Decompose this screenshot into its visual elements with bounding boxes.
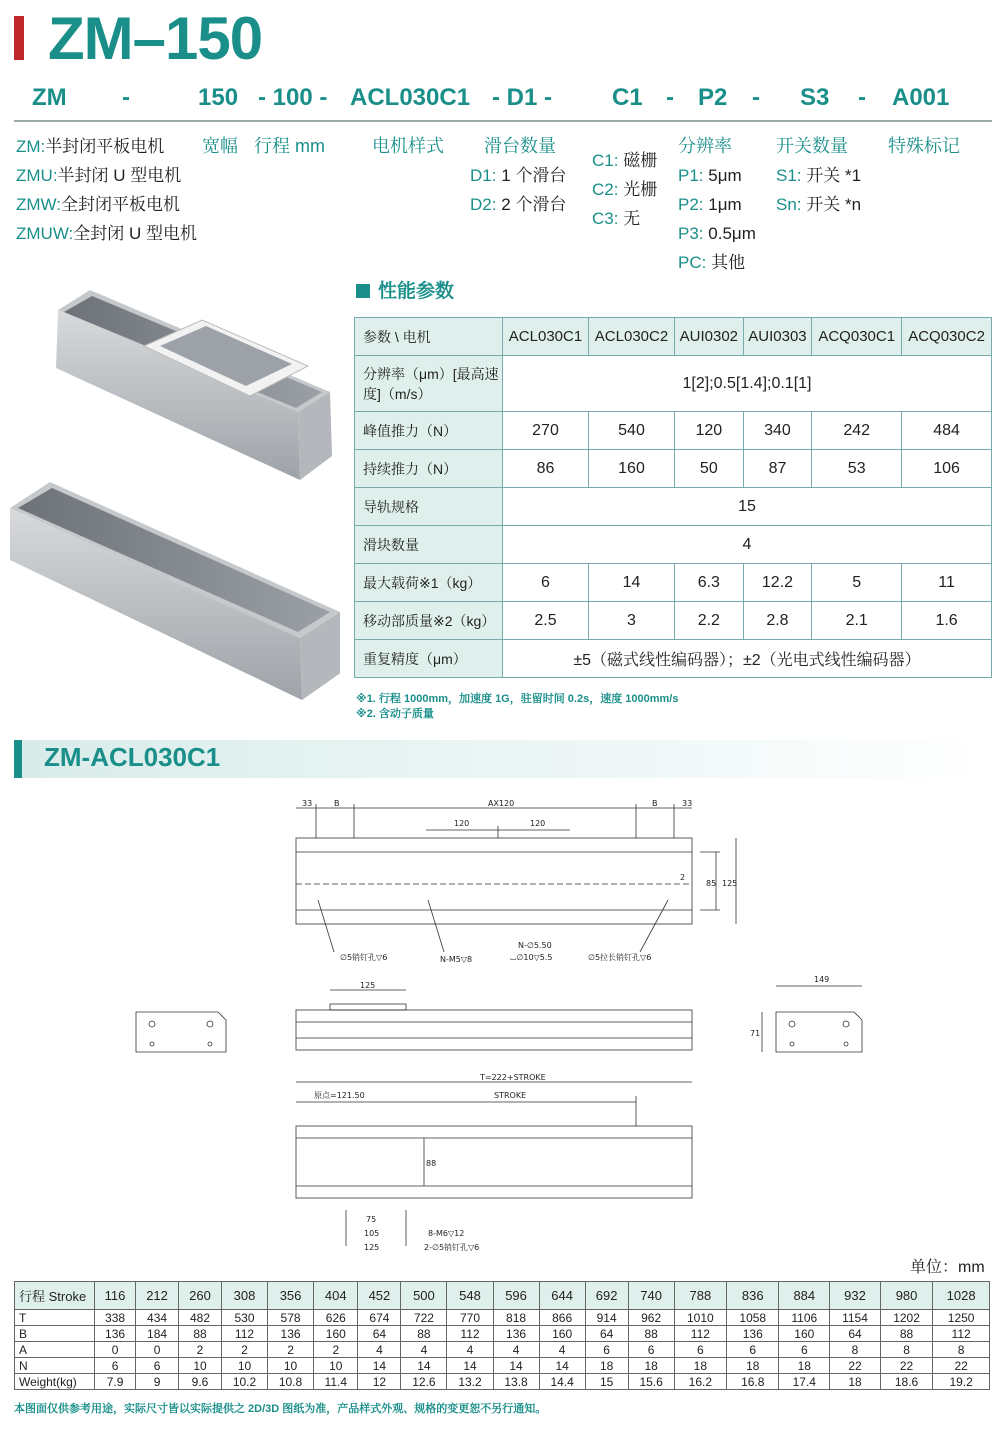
svg-text:71: 71 [750,1029,761,1038]
table-cell: 64 [830,1326,881,1342]
table-cell: 1250 [933,1310,990,1326]
table-cell: 2 [314,1342,358,1358]
table-cell: 10.2 [221,1374,267,1390]
table-cell: 1202 [880,1310,932,1326]
svg-text:75: 75 [366,1215,377,1224]
table-cell: 14 [358,1358,401,1374]
svg-text:∅5销钉孔▽6: ∅5销钉孔▽6 [340,953,388,962]
table-cell: 22 [933,1358,990,1374]
table-cell: 14 [493,1358,539,1374]
table-cell: 2 [221,1342,267,1358]
svg-text:2: 2 [680,873,686,882]
table-cell: 6 [585,1342,628,1358]
performance-table [354,317,992,678]
table-cell: 8 [880,1342,932,1358]
table-cell: 740 [628,1282,674,1310]
table-cell: 338 [95,1310,136,1326]
code-part: 150 [198,84,239,111]
table-cell: 962 [628,1310,674,1326]
table-cell: 136 [95,1326,136,1342]
svg-text:N-M5▽8: N-M5▽8 [440,955,473,964]
table-row: 移动部质量※2（kg） 2.5 3 2.2 2.8 2.1 1.6 [355,602,992,640]
table-cell: 88 [401,1326,447,1342]
svg-text:⌴∅10▽5.5: ⌴∅10▽5.5 [510,953,553,962]
table-cell: 15.6 [628,1374,674,1390]
table-cell: 6 [628,1342,674,1358]
table-cell: 112 [447,1326,493,1342]
table-cell: 866 [539,1310,585,1326]
svg-text:N-∅5.50: N-∅5.50 [518,941,552,950]
table-cell: 788 [674,1282,726,1310]
table-row: A 0 0 2 2 2 2 4 4 4 4 4 6 6 6 6 6 8 8 8 [15,1342,990,1358]
code-part: ACL030C1 [350,84,471,111]
code-part: C1 [612,84,643,111]
svg-text:149: 149 [814,975,830,984]
top-view [296,799,737,964]
perf-heading: 性能参数 [356,276,454,303]
table-header: ACQ030C2 [902,318,992,356]
table-cell: 16.2 [674,1374,726,1390]
table-cell: 980 [880,1282,932,1310]
table-cell: 482 [179,1310,222,1326]
svg-text:8-M6▽12: 8-M6▽12 [428,1229,465,1238]
svg-text:125: 125 [722,879,738,888]
table-cell: 10.8 [268,1374,314,1390]
code-part: - [752,84,760,111]
table-cell: 1154 [830,1310,881,1326]
code-part: P2 [698,84,728,111]
table-row: 导轨规格 15 [355,488,992,526]
switch-legend: 开关数量 S1: 开关 *1 Sn: 开关 *n [776,136,862,214]
unit-label: 单位：mm [910,1259,985,1276]
model-code-row [0,84,1000,118]
title-accent-bar [14,16,24,60]
table-cell: 9 [136,1374,179,1390]
svg-text:STROKE: STROKE [494,1091,527,1100]
table-cell: 4 [401,1342,447,1358]
table-cell: 932 [830,1282,881,1310]
table-cell: 13.8 [493,1374,539,1390]
table-row [355,318,992,356]
svg-text:105: 105 [364,1229,380,1238]
table-cell: 1028 [933,1282,990,1310]
table-cell: 12.6 [401,1374,447,1390]
table-cell: 212 [136,1282,179,1310]
svg-text:2-∅5销钉孔▽6: 2-∅5销钉孔▽6 [424,1243,480,1252]
footer-note: 本图面仅供参考用途，实际尺寸皆以实际提供之 2D/3D 图纸为准，产品样式外观、规格的变更恕不另行通知。 [14,1403,547,1415]
table-header: 参数 \ 电机 [355,318,503,356]
code-part: - [858,84,866,111]
table-cell: 136 [727,1326,779,1342]
model-title: ZM-ACL030C1 [44,742,221,772]
table-cell: 18 [727,1358,779,1374]
grating-legend: C1: 磁栅 C2: 光栅 C3: 无 [592,151,658,228]
svg-text:33: 33 [682,799,693,808]
table-cell: 884 [779,1282,830,1310]
table-cell: 17.4 [779,1374,830,1390]
table-cell: 10 [221,1358,267,1374]
square-icon [356,284,370,298]
code-part: - D1 - [492,84,552,111]
table-cell: 0 [95,1342,136,1358]
end-view-right [750,975,862,1052]
table-cell: 4 [358,1342,401,1358]
table-cell: 8 [830,1342,881,1358]
table-cell: 578 [268,1310,314,1326]
table-cell: 7.9 [95,1374,136,1390]
dimension-table [14,1281,990,1390]
svg-text:原点=121.50: 原点=121.50 [314,1091,365,1100]
table-row: T 338 434 482 530 578 626 674 722 770 818 866 914 962 1010 1058 1106 1154 1202 1250 [15,1310,990,1326]
table-row: 行程 Stroke 116 212 260 308 356 404 452 500 548 596 644 692 740 788 836 884 932 980 1028 [15,1282,990,1310]
table-cell: 434 [136,1310,179,1326]
table-cell: 136 [268,1326,314,1342]
table-cell: 18 [628,1358,674,1374]
table-row: 峰值推力（N） 270 540 120 340 242 484 [355,412,992,450]
table-cell: 22 [880,1358,932,1374]
code-part: A001 [892,84,950,111]
table-cell: 836 [727,1282,779,1310]
table-cell: 112 [221,1326,267,1342]
table-cell: 112 [933,1326,990,1342]
table-cell: 22 [830,1358,881,1374]
table-cell: 18 [779,1358,830,1374]
special-label: 特殊标记 [888,136,960,156]
table-cell: 160 [779,1326,830,1342]
table-cell: 722 [401,1310,447,1326]
section-accent-bar [14,740,22,778]
table-cell: 626 [314,1310,358,1326]
code-part: S3 [800,84,830,111]
table-header: ACQ030C1 [812,318,902,356]
footnotes: ※1. 行程 1000mm，加速度 1G，驻留时间 0.2s，速度 1000mm/s ※2. 含动子质量 [356,693,679,720]
code-part: - [122,84,130,111]
table-cell: 1106 [779,1310,830,1326]
table-cell: 548 [447,1282,493,1310]
table-cell: 10 [179,1358,222,1374]
table-cell: 18.6 [880,1374,932,1390]
table-row: 重复精度（μm） ±5（磁式线性编码器）；±2（光电式线性编码器） [355,640,992,678]
table-cell: 4 [539,1342,585,1358]
svg-text:85: 85 [706,879,717,888]
table-cell: 18 [585,1358,628,1374]
page-title: ZM–150 [48,5,263,72]
table-row: 滑块数量 4 [355,526,992,564]
slider-legend: 滑台数量 D1: 1 个滑台 D2: 2 个滑台 [470,136,567,214]
code-part: - [666,84,674,111]
table-cell: 14 [447,1358,493,1374]
bottom-view [296,1073,692,1252]
divider [14,120,992,122]
table-cell: 11.4 [314,1374,358,1390]
table-row: 持续推力（N） 86 160 50 87 53 106 [355,450,992,488]
table-cell: 818 [493,1310,539,1326]
code-part: ZM [32,84,67,111]
table-cell: 14 [401,1358,447,1374]
table-cell: 0 [136,1342,179,1358]
table-cell: 64 [358,1326,401,1342]
table-cell: 2 [268,1342,314,1358]
table-row: N 6 6 10 10 10 10 14 14 14 14 14 18 18 18 18 18 22 22 22 [15,1358,990,1374]
series-legend: ZM:半封闭平板电机 ZMU:半封闭 U 型电机 ZMW:全封闭平板电机 ZMUW:全封闭 U 型电机 [16,137,198,243]
svg-text:T=222+STROKE: T=222+STROKE [480,1073,546,1082]
table-row: B 136 184 88 112 136 160 64 88 112 136 160 64 88 112 136 160 64 88 112 [15,1326,990,1342]
table-cell: 160 [539,1326,585,1342]
table-cell: 160 [314,1326,358,1342]
table-cell: 6 [674,1342,726,1358]
table-cell: 184 [136,1326,179,1342]
motor-label: 电机样式 [372,136,444,156]
table-cell: 14.4 [539,1374,585,1390]
table-cell: 8 [933,1342,990,1358]
table-header: AUI0302 [675,318,744,356]
table-cell: 6 [727,1342,779,1358]
table-cell: 692 [585,1282,628,1310]
svg-text:120: 120 [530,819,546,828]
table-row: Weight(kg) 7.9 9 9.6 10.2 10.8 11.4 12 12.6 13.2 13.8 14.4 15 15.6 16.2 16.8 17.4 18 18.6 19.2 [15,1374,990,1390]
table-cell: 15 [585,1374,628,1390]
table-cell: 6 [95,1358,136,1374]
table-cell: 10 [268,1358,314,1374]
table-cell: 530 [221,1310,267,1326]
table-cell: 13.2 [447,1374,493,1390]
table-cell: 2 [179,1342,222,1358]
table-cell: 308 [221,1282,267,1310]
table-cell: 1058 [727,1310,779,1326]
product-illustration [10,280,340,720]
code-part: - 100 - [258,84,328,111]
table-cell: 9.6 [179,1374,222,1390]
svg-text:125: 125 [360,981,376,990]
table-cell: 88 [179,1326,222,1342]
table-cell: 6 [136,1358,179,1374]
table-cell: 19.2 [933,1374,990,1390]
table-cell: 404 [314,1282,358,1310]
svg-text:B: B [334,799,340,808]
table-cell: 88 [628,1326,674,1342]
table-cell: 16.8 [727,1374,779,1390]
table-cell: 18 [830,1374,881,1390]
svg-text:33: 33 [302,799,313,808]
table-cell: 136 [493,1326,539,1342]
table-cell: 452 [358,1282,401,1310]
resolution-legend: 分辨率 P1: 5μm P2: 1μm P3: 0.5μm PC: 其他 [678,136,756,272]
table-cell: 18 [674,1358,726,1374]
table-row: 最大载荷※1（kg） 6 14 6.3 12.2 5 11 [355,564,992,602]
table-cell: 4 [493,1342,539,1358]
table-cell: 596 [493,1282,539,1310]
table-cell: 260 [179,1282,222,1310]
svg-text:AX120: AX120 [488,799,515,808]
table-header: ACL030C2 [589,318,675,356]
table-cell: 112 [674,1326,726,1342]
table-cell: 12 [358,1374,401,1390]
svg-text:∅5拉长销钉孔▽6: ∅5拉长销钉孔▽6 [588,953,652,962]
table-cell: 14 [539,1358,585,1374]
table-cell: 356 [268,1282,314,1310]
svg-text:88: 88 [426,1159,437,1168]
end-view-left [136,1012,226,1052]
table-header: ACL030C1 [503,318,589,356]
table-row: 分辨率（μm）[最高速度]（m/s） 1[2];0.5[1.4];0.1[1] [355,356,992,412]
svg-text:B: B [652,799,658,808]
table-cell: 500 [401,1282,447,1310]
table-cell: 88 [880,1326,932,1342]
table-cell: 914 [585,1310,628,1326]
technical-drawing [0,790,1000,1252]
width-label: 宽幅 [202,136,238,156]
table-cell: 4 [447,1342,493,1358]
table-cell: 116 [95,1282,136,1310]
table-cell: 10 [314,1358,358,1374]
svg-text:120: 120 [454,819,470,828]
side-view [296,981,692,1050]
table-header: AUI0303 [743,318,812,356]
table-cell: 644 [539,1282,585,1310]
table-cell: 1010 [674,1310,726,1326]
stroke-label: 行程 mm [254,136,325,156]
table-cell: 674 [358,1310,401,1326]
table-cell: 770 [447,1310,493,1326]
table-cell: 64 [585,1326,628,1342]
table-cell: 6 [779,1342,830,1358]
svg-text:125: 125 [364,1243,380,1252]
